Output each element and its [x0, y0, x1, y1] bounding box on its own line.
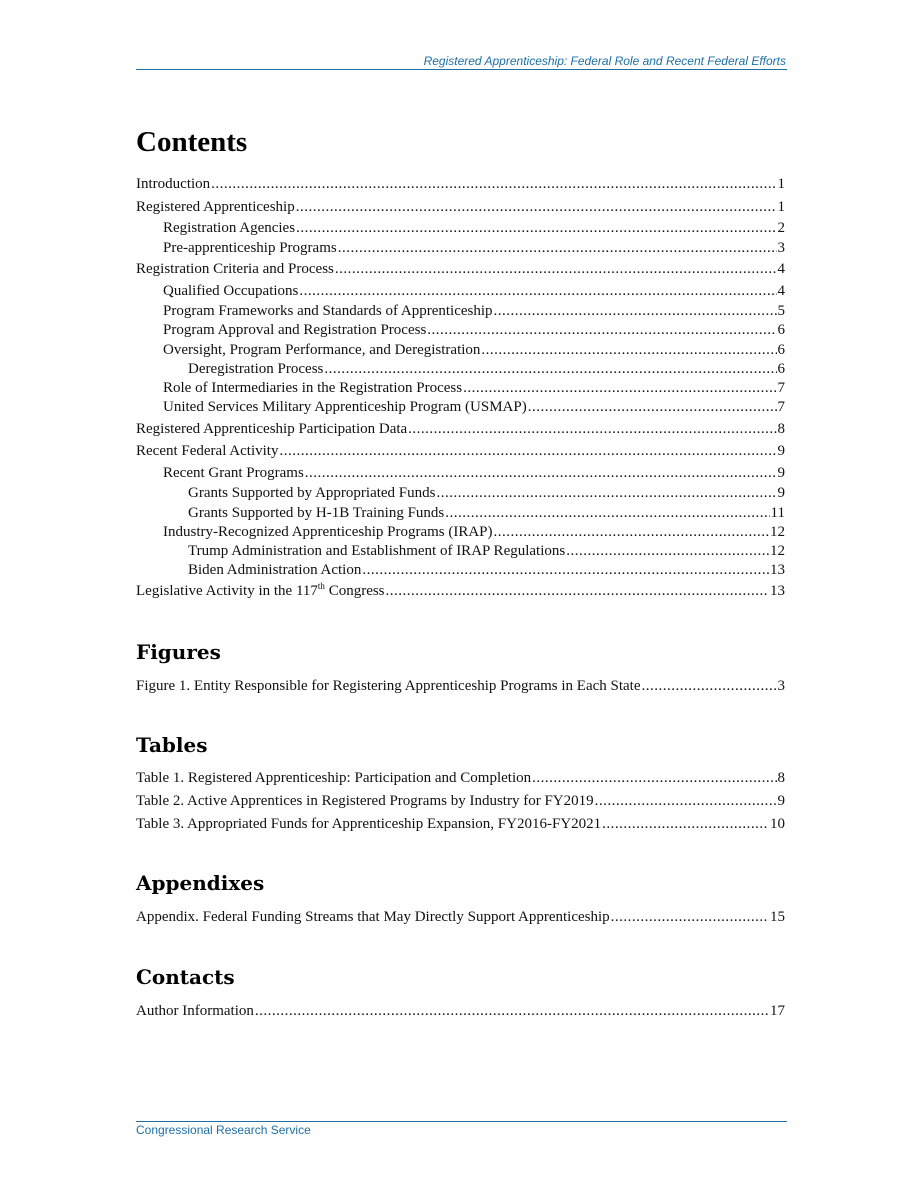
toc-entry-page: 9: [777, 485, 785, 501]
toc-entry-text: Author Information: [136, 1003, 254, 1019]
toc-entry-page: 3: [777, 240, 785, 256]
toc-entry-page: 7: [777, 380, 785, 396]
toc-entry-text: Table 3. Appropriated Funds for Apprenticeship Expansion, FY2016-FY2021: [136, 816, 602, 832]
toc-entry-text: Industry-Recognized Apprenticeship Programs (IRAP): [163, 524, 493, 540]
footer-rule: [136, 1121, 787, 1122]
toc-entry[interactable]: [136, 379, 785, 397]
toc-entry[interactable]: [136, 484, 785, 502]
toc-entry-title: [136, 792, 594, 810]
toc-entry-page: 1: [777, 199, 785, 215]
toc-entry-text: Registered Apprenticeship Participation Data: [136, 421, 408, 437]
toc-entry-text: Table 1. Registered Apprenticeship: Participation and Completion: [136, 770, 532, 786]
toc-entry[interactable]: [136, 464, 785, 482]
toc-entry[interactable]: [136, 504, 785, 522]
dot-leader: [324, 360, 776, 378]
dot-leader: [296, 219, 776, 237]
toc-entry[interactable]: [136, 1002, 785, 1020]
toc-entry-title: [136, 908, 610, 926]
toc-entry[interactable]: [136, 523, 785, 541]
toc-entry-page: 13: [770, 583, 785, 599]
toc-entry-text: Biden Administration Action: [188, 562, 362, 578]
dot-leader: [299, 282, 776, 300]
toc-entry-text: Recent Grant Programs: [163, 465, 304, 481]
toc-entry-page: 2: [777, 220, 785, 236]
toc-entry-title: [163, 341, 480, 359]
dot-leader: [611, 908, 769, 926]
toc-entry-title: [136, 582, 385, 600]
toc-entry-page: 13: [770, 562, 785, 578]
toc-entry[interactable]: [136, 769, 785, 787]
toc-entry-title: [163, 321, 426, 339]
toc-entry[interactable]: [136, 542, 785, 560]
toc-entry-page: 9: [777, 443, 785, 459]
toc-entry-page: 1: [777, 176, 785, 192]
dot-leader: [595, 792, 777, 810]
dot-leader: [408, 420, 776, 438]
dot-leader: [602, 815, 769, 833]
toc-entry-page: 5: [777, 303, 785, 319]
dot-leader: [386, 582, 769, 600]
toc-entry-page: 12: [770, 524, 785, 540]
toc-entry-title: [163, 398, 527, 416]
tables-heading: Tables: [136, 733, 208, 757]
toc-entry-title: [136, 815, 601, 833]
toc-entry-text: Trump Administration and Establishment of IRAP Regulations: [188, 543, 566, 559]
toc-entry-page: 6: [777, 322, 785, 338]
header-rule: [136, 69, 787, 70]
dot-leader: [566, 542, 769, 560]
toc-entry-page: 4: [777, 261, 785, 277]
toc-entry-page: 11: [770, 505, 785, 521]
toc-entry-page: 7: [777, 399, 785, 415]
toc-entry[interactable]: [136, 282, 785, 300]
toc-entry-title: [136, 420, 407, 438]
toc-entry-page: 9: [777, 465, 785, 481]
toc-entry-page: 8: [777, 770, 785, 786]
toc-entry-title: [188, 360, 323, 378]
dot-leader: [445, 504, 769, 522]
toc-entry-title: [163, 302, 493, 320]
dot-leader: [532, 769, 776, 787]
toc-entry-title: [163, 464, 304, 482]
toc-entry-page: 8: [777, 421, 785, 437]
toc-entry-title: [136, 769, 531, 787]
toc-entry[interactable]: [136, 398, 785, 416]
toc-entry-title: [136, 442, 278, 460]
dot-leader: [335, 260, 777, 278]
toc-entry-title: [188, 504, 444, 522]
running-header: Registered Apprenticeship: Federal Role and Recent Federal Efforts: [423, 54, 786, 68]
dot-leader: [494, 523, 769, 541]
toc-entry-text: Recent Federal Activity: [136, 443, 279, 459]
appendixes-heading: Appendixes: [136, 871, 265, 895]
toc-entry-superscript: th: [317, 581, 325, 591]
toc-entry-text: Registration Agencies: [163, 220, 296, 236]
toc-entry-title: [136, 1002, 254, 1020]
toc-entry-page: 15: [770, 909, 785, 925]
toc-entry-page: 4: [777, 283, 785, 299]
toc-entry[interactable]: [136, 908, 785, 926]
toc-entry-text: Registered Apprenticeship: [136, 199, 295, 215]
dot-leader: [642, 677, 777, 695]
toc-entry[interactable]: [136, 260, 785, 278]
dot-leader: [427, 321, 776, 339]
dot-leader: [528, 398, 777, 416]
toc-entry[interactable]: [136, 792, 785, 810]
dot-leader: [494, 302, 777, 320]
toc-entry[interactable]: [136, 175, 785, 193]
dot-leader: [463, 379, 776, 397]
toc-entry-page: 17: [770, 1003, 785, 1019]
toc-entry[interactable]: [136, 677, 785, 695]
toc-entry-text: Program Approval and Registration Process: [163, 322, 427, 338]
toc-entry-text: Role of Intermediaries in the Registration Process: [163, 380, 463, 396]
toc-entry-page: 12: [770, 543, 785, 559]
dot-leader: [279, 442, 776, 460]
toc-entry[interactable]: [136, 815, 785, 833]
footer-publisher: Congressional Research Service: [136, 1123, 311, 1137]
dot-leader: [362, 561, 769, 579]
dot-leader: [305, 464, 777, 482]
dot-leader: [436, 484, 776, 502]
toc-entry-text: Table 2. Active Apprentices in Registered Programs by Industry for FY2019: [136, 793, 594, 809]
dot-leader: [296, 198, 777, 216]
toc-entry[interactable]: [136, 219, 785, 237]
toc-entry[interactable]: [136, 442, 785, 460]
toc-entry-text: Introduction: [136, 176, 211, 192]
toc-entry-text: Appendix. Federal Funding Streams that May Directly Support Apprenticeship: [136, 909, 610, 925]
toc-entry-title: [188, 561, 361, 579]
toc-entry-text: Grants Supported by Appropriated Funds: [188, 485, 436, 501]
toc-entry-title: [136, 260, 334, 278]
toc-entry-title: [163, 282, 298, 300]
toc-entry-text: Program Frameworks and Standards of Apprenticeship: [163, 303, 493, 319]
toc-entry-title: [163, 379, 462, 397]
toc-entry-text: Qualified Occupations: [163, 283, 299, 299]
toc-entry-title: [136, 175, 210, 193]
dot-leader: [481, 341, 776, 359]
contents-heading: Contents: [136, 126, 248, 158]
toc-entry-text: Figure 1. Entity Responsible for Registering Apprenticeship Programs in Each State: [136, 678, 641, 694]
toc-entry[interactable]: [136, 420, 785, 438]
toc-entry[interactable]: [136, 302, 785, 320]
toc-entry[interactable]: [136, 582, 785, 600]
toc-entry[interactable]: [136, 321, 785, 339]
toc-entry-text: Deregistration Process: [188, 361, 324, 377]
toc-entry-title: [188, 484, 435, 502]
toc-entry[interactable]: [136, 198, 785, 216]
toc-entry-title: [163, 239, 337, 257]
toc-entry[interactable]: [136, 239, 785, 257]
toc-entry[interactable]: [136, 360, 785, 378]
dot-leader: [255, 1002, 769, 1020]
dot-leader: [211, 175, 776, 193]
toc-entry-text: Oversight, Program Performance, and Deregistration: [163, 342, 481, 358]
toc-entry-title: [163, 219, 295, 237]
toc-entry-title: [163, 523, 493, 541]
toc-entry-title: [136, 198, 295, 216]
toc-entry-page: 10: [770, 816, 785, 832]
toc-entry-text: Grants Supported by H-1B Training Funds: [188, 505, 445, 521]
toc-entry-page: 9: [777, 793, 785, 809]
toc-entry-page: 6: [777, 342, 785, 358]
toc-entry-title: [136, 677, 641, 695]
toc-entry-title: [188, 542, 565, 560]
toc-entry-text-after: Congress: [324, 583, 385, 599]
toc-entry-text: United Services Military Apprenticeship Program (USMAP): [163, 399, 527, 415]
toc-entry-text: Pre-apprenticeship Programs: [163, 240, 337, 256]
contacts-heading: Contacts: [136, 965, 235, 989]
toc-entry-text: Legislative Activity in the 117: [136, 583, 318, 599]
toc-entry[interactable]: [136, 341, 785, 359]
figures-heading: Figures: [136, 640, 221, 664]
toc-entry-page: 6: [777, 361, 785, 377]
dot-leader: [338, 239, 777, 257]
toc-entry-text: Registration Criteria and Process: [136, 261, 334, 277]
toc-entry-page: 3: [777, 678, 785, 694]
toc-entry[interactable]: [136, 561, 785, 579]
